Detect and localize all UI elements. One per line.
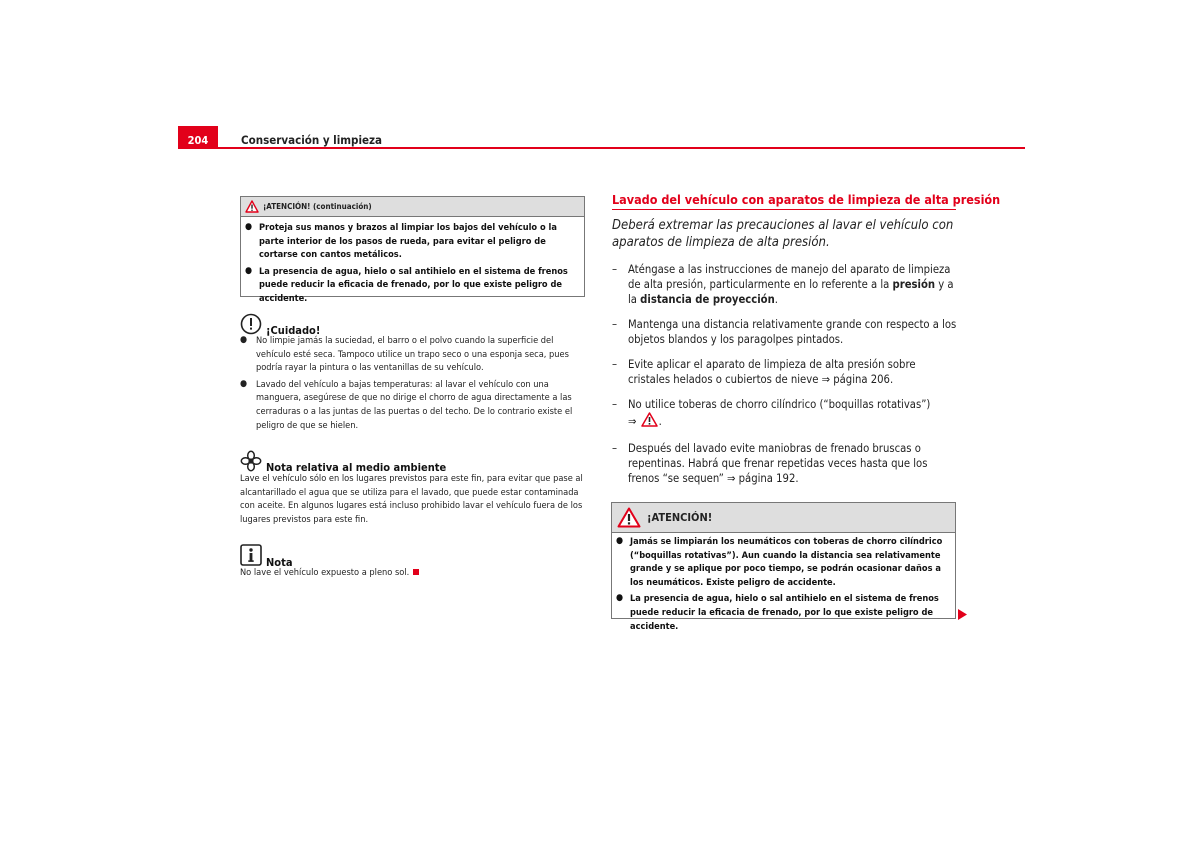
list-item: ● La presencia de agua, hielo o sal antihielo en el sistema de frenos puede reducir la eficacia de frenado, por lo que existe peligro de accidente. [616,593,939,632]
list-item: ● Jamás se limpiarán los neumáticos con toberas de chorro cilíndrico (“boquillas rotativas”). Aun cuando la distancia sea relativamente grande y se aplique por poco tiempo, se podrán ocasionar daños a los neumáticos. Existe peligro de accidente. [616,536,943,588]
next-page-arrow-icon [958,605,967,624]
header-rule [178,147,1025,149]
environment-heading [240,447,446,474]
note-text: No lave el vehículo expuesto a pleno sol. [240,566,419,580]
environment-text: Lave el vehículo sólo en los lugares previstos para este fin, para evitar que pase al alcantarillado el agua que se utiliza para el lavado, que puede estar contaminada con aceite. En algunos lugares está incluso prohibido lavar el vehículo fuera de los lugares previstos para este fin. [240,473,583,525]
page-number [178,126,218,148]
list-item: – Evite aplicar el aparato de limpieza de alta presión sobre cristales helados o cubiertos de nieve ⇒ página 206. [612,358,916,386]
environment-title: Nota relativa al medio ambiente [266,461,447,474]
section-intro: Deberá extremar las precauciones al lavar el vehículo con aparatos de limpieza de alta presión. [612,218,954,250]
environment-flower-icon [240,450,262,472]
list-item: ● Proteja sus manos y brazos al limpiar los bajos del vehículo o la parte interior de los pasos de rueda, para evitar el peligro de cortarse con cantos metálicos. [245,222,557,261]
warning-body [612,533,955,635]
warning-triangle-icon [245,200,259,213]
warning-triangle-icon [617,507,641,528]
caution-title: ¡Cuidado! [266,324,321,337]
chapter-title: Conservación y limpieza [241,133,383,147]
page-reference-link[interactable]: ⇒ página 192. [727,472,799,485]
list-item: – Aténgase a las instrucciones de manejo del aparato de limpieza de alta presión, particularmente en lo referente a la presión y a la distancia de proyección. [612,263,954,306]
warning-header [612,503,955,533]
list-item: ● Lavado del vehículo a bajas temperaturas: al lavar el vehículo con una manguera, asegúrese de que no dirige el chorro de agua directamente a las cerraduras o a las juntas de las puertas o del techo. De lo contrario existe el peligro de que se hielen. [240,378,573,431]
caution-list [240,334,585,432]
warning-continued-header [241,197,584,217]
list-item: – No utilice toberas de chorro cilíndrico (“boquillas rotativas”) ⇒ . [612,397,957,431]
list-item: – Después del lavado evite maniobras de frenado bruscas o repentinas. Habrá que frenar repetidas veces hasta que los frenos “se sequen” ⇒ página 192. [612,442,928,485]
instruction-list [612,262,957,486]
section-title-rule [612,209,956,210]
page-number-text: 204 [187,134,209,147]
end-square-icon [413,569,419,575]
section-title: Lavado del vehículo con aparatos de limpieza de alta presión [612,192,1001,207]
page-reference-link[interactable]: ⇒ página 206. [821,373,894,386]
warning-title: ¡ATENCIÓN! [647,511,713,524]
caution-exclamation-icon [240,313,262,335]
warning-continued-box [240,196,585,304]
info-note-icon [240,544,262,566]
list-item: ● La presencia de agua, hielo o sal antihielo en el sistema de frenos puede reducir la eficacia de frenado, por lo que existe peligro de accidente. [245,265,568,304]
list-item: ● No limpie jamás la suciedad, el barro o el polvo cuando la superficie del vehículo esté seca. Tampoco utilice un trapo seco o una esponja seca, pues podría rayar la pintura o las ventanillas de su vehículo. [240,335,569,374]
warning-triangle-icon [641,412,658,431]
warning-reference-link[interactable]: ⇒ [628,415,659,428]
note-title: Nota [266,556,293,569]
warning-box [611,502,956,632]
note-heading [240,541,293,569]
warning-continued-title: ¡ATENCIÓN! (continuación) [263,202,372,211]
warning-continued-body [241,217,584,309]
list-item: – Mantenga una distancia relativamente grande con respecto a los objetos blandos y los paragolpes pintados. [612,318,957,346]
